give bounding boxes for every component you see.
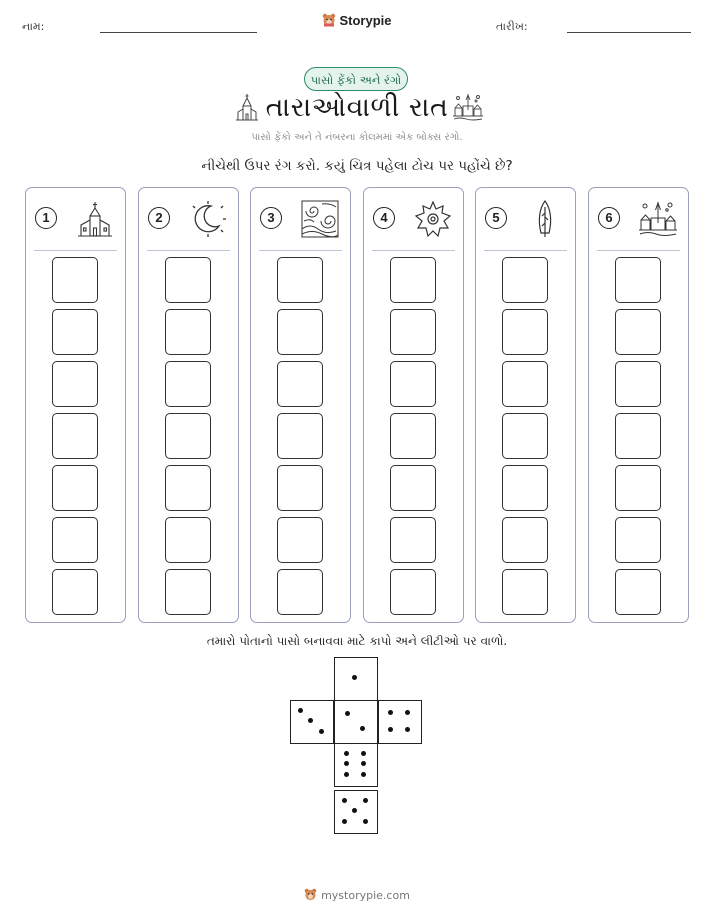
color-box[interactable] [615, 465, 661, 511]
color-box[interactable] [277, 361, 323, 407]
die-pip [344, 772, 349, 777]
column-header [251, 188, 350, 250]
color-box[interactable] [615, 309, 661, 355]
die-pip [342, 798, 347, 803]
color-box[interactable] [165, 569, 211, 615]
die-face-3[interactable] [290, 700, 334, 744]
column-header [139, 188, 238, 250]
color-box[interactable] [502, 413, 548, 459]
color-box[interactable] [390, 257, 436, 303]
column-3 [250, 187, 351, 623]
date-label: તારીખ: [496, 20, 528, 33]
color-box[interactable] [390, 309, 436, 355]
color-box[interactable] [615, 413, 661, 459]
column-number: 4 [373, 207, 395, 229]
village-icon [638, 199, 678, 239]
column-divider [34, 250, 117, 251]
color-box[interactable] [502, 465, 548, 511]
die-face-4[interactable] [378, 700, 422, 744]
column-divider [484, 250, 567, 251]
color-box[interactable] [277, 465, 323, 511]
cypress-tree-icon [525, 199, 565, 239]
column-divider [372, 250, 455, 251]
column-number: 3 [260, 207, 282, 229]
column-number: 1 [35, 207, 57, 229]
color-box[interactable] [615, 257, 661, 303]
die-pip [363, 819, 368, 824]
die-pip [388, 727, 393, 732]
die-pip [298, 708, 303, 713]
color-box[interactable] [52, 465, 98, 511]
die-pip [360, 726, 365, 731]
color-box[interactable] [502, 257, 548, 303]
color-box[interactable] [502, 569, 548, 615]
die-face-1[interactable] [334, 657, 378, 701]
date-line[interactable] [567, 32, 691, 33]
color-box[interactable] [390, 413, 436, 459]
color-box[interactable] [277, 517, 323, 563]
color-box[interactable] [52, 257, 98, 303]
footer-url: mystorypie.com [321, 889, 410, 902]
column-header [589, 188, 688, 250]
color-box[interactable] [390, 569, 436, 615]
bear-logo-icon [304, 888, 317, 901]
moon-icon [188, 199, 228, 239]
color-box[interactable] [390, 465, 436, 511]
page-title: તારાઓવાળી રાત [265, 92, 449, 123]
color-box[interactable] [277, 309, 323, 355]
column-divider [597, 250, 680, 251]
color-box[interactable] [165, 517, 211, 563]
die-pip [405, 710, 410, 715]
brand-name: Storypie [339, 13, 392, 28]
color-box[interactable] [277, 413, 323, 459]
name-label: નામ: [22, 20, 45, 33]
column-2 [138, 187, 239, 623]
column-number: 5 [485, 207, 507, 229]
column-divider [259, 250, 342, 251]
column-5 [475, 187, 576, 623]
color-box[interactable] [502, 361, 548, 407]
die-pip [319, 729, 324, 734]
page-subtitle: પાસો ફેંકો અને તે નંબરના કોલમમાં એક બોક્સ રંગો. [251, 132, 463, 143]
color-box[interactable] [615, 517, 661, 563]
name-line[interactable] [100, 32, 257, 33]
column-1 [25, 187, 126, 623]
die-face-5[interactable] [334, 790, 378, 834]
church-icon [75, 199, 115, 239]
bear-logo-icon [322, 13, 336, 27]
die-pip [352, 675, 357, 680]
color-box[interactable] [52, 413, 98, 459]
die-pip [345, 711, 350, 716]
color-box[interactable] [165, 361, 211, 407]
color-box[interactable] [277, 257, 323, 303]
die-pip [344, 761, 349, 766]
die-pip [361, 772, 366, 777]
die-face-2[interactable] [334, 700, 378, 744]
star-icon [413, 199, 453, 239]
die-pip [361, 751, 366, 756]
column-header [364, 188, 463, 250]
color-box[interactable] [52, 569, 98, 615]
color-box[interactable] [502, 309, 548, 355]
column-header [476, 188, 575, 250]
color-box[interactable] [165, 257, 211, 303]
column-number: 2 [148, 207, 170, 229]
column-divider [147, 250, 230, 251]
village-decoration-icon [452, 92, 484, 122]
die-pip [363, 798, 368, 803]
color-box[interactable] [52, 309, 98, 355]
die-pip [405, 727, 410, 732]
column-4 [363, 187, 464, 623]
color-box[interactable] [615, 569, 661, 615]
column-header [26, 188, 125, 250]
color-box[interactable] [277, 569, 323, 615]
color-box[interactable] [390, 361, 436, 407]
color-box[interactable] [165, 309, 211, 355]
die-instructions: તમારો પોતાનો પાસો બનાવવા માટે કાપો અને લીટીઓ પર વાળો. [206, 634, 508, 648]
die-face-6[interactable] [334, 743, 378, 787]
color-box[interactable] [615, 361, 661, 407]
color-box[interactable] [390, 517, 436, 563]
color-box[interactable] [165, 413, 211, 459]
color-box[interactable] [502, 517, 548, 563]
swirl-sky-icon [300, 199, 340, 239]
die-pip [352, 808, 357, 813]
color-box[interactable] [165, 465, 211, 511]
die-pip [308, 718, 313, 723]
die-pip [344, 751, 349, 756]
footer-website[interactable] [0, 888, 714, 902]
column-6 [588, 187, 689, 623]
brand-logo [0, 13, 714, 28]
color-box[interactable] [52, 517, 98, 563]
die-pip [361, 761, 366, 766]
column-number: 6 [598, 207, 620, 229]
die-pip [342, 819, 347, 824]
question-text: નીચેથી ઉપર રંગ કરો. કયું ચિત્ર પહેલા ટોચ પર પહોંચે છે? [201, 158, 513, 174]
die-pip [388, 710, 393, 715]
game-badge: પાસો ફેંકો અને રંગો [304, 67, 408, 91]
color-box[interactable] [52, 361, 98, 407]
